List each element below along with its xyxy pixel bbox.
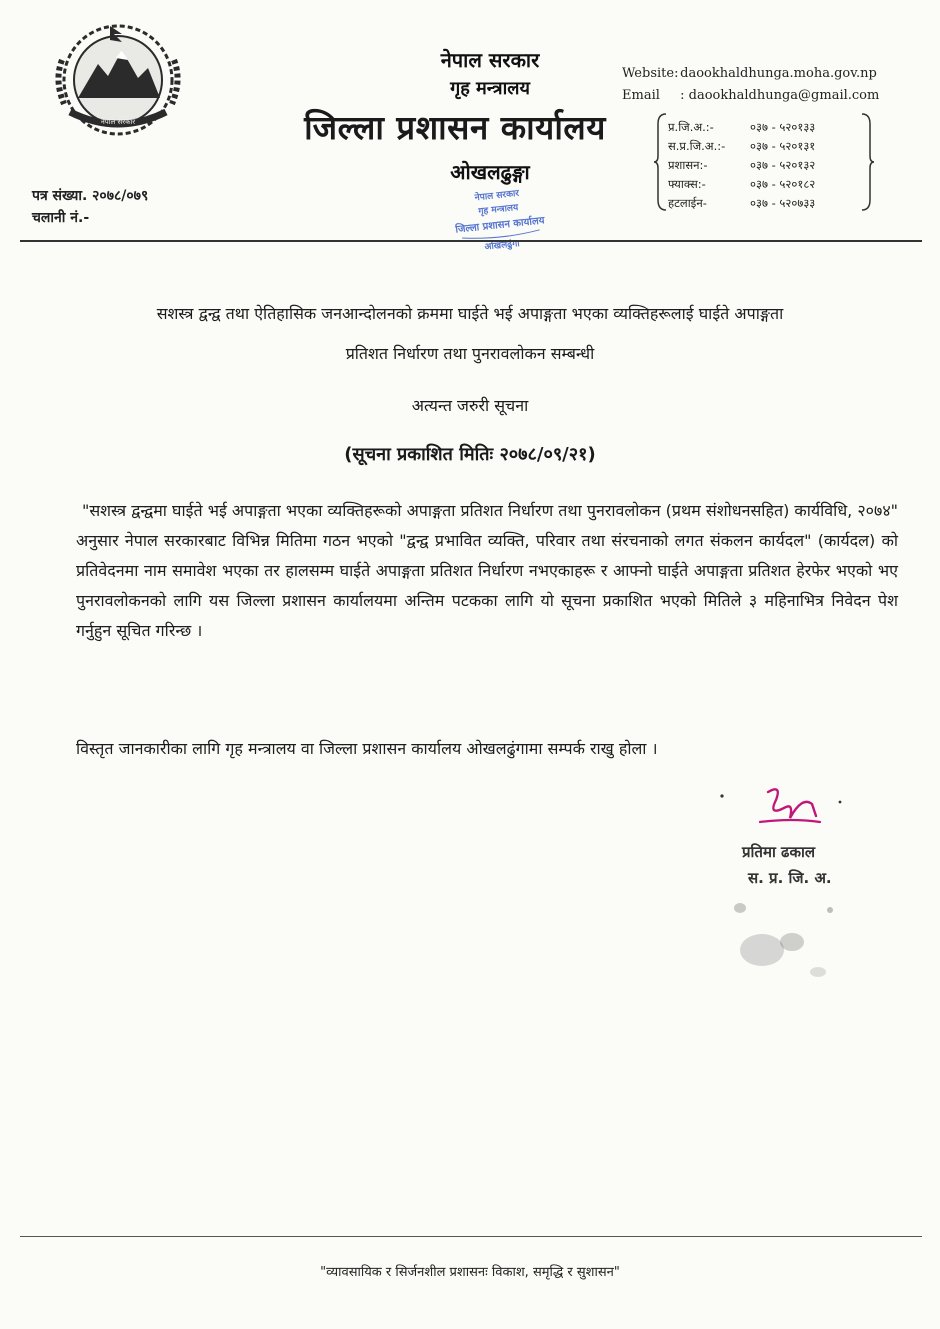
published-date: (सूचना प्रकाशित मितिः २०७८/०९/२१): [344, 444, 596, 465]
stamp-line-3: जिल्ला प्रशासन कार्यालय: [454, 215, 546, 236]
nepal-emblem-icon: [48, 20, 188, 140]
notice-body: "सशस्त्र द्वन्द्वमा घाईते भई अपाङ्गता भएका व्यक्तिहरूको अपाङ्गता प्रतिशत निर्धारण तथा पुनरावलोकन (प्रथम संशोधनसहित) कार्यविधि, २०७४" अनुसार नेपाल सरकारबाट विभिन्न मितिमा गठन भएको "द्वन्द्व प्रभावित व्यक्ति, परिवार तथा संरचनाको लगत संकलन कार्यदल" (कार्यदल) को प्रतिवेदनमा नाम समावेश भएका तर हालसम्म घाईते अपाङ्गता प्रतिशत निर्धारण नभएकाहरू र आफ्नो घाईते अपाङ्गता प्रतिशत हेरफेर भएको भए पुनरावलोकनको लागि यस जिल्ला प्रशासन कार्यालयमा अन्तिम पटकका लागि यो सूचना प्रकाशित भएको मितिले ३ महिनाभित्र निवेदन पेश गर्नुहुन सूचित गरिन्छ ।: [76, 501, 898, 640]
letter-number: पत्र संख्या. २०७८/०७९: [32, 188, 149, 204]
stamp-line-2: गृह मन्त्रालय: [477, 202, 519, 218]
website-line: [622, 66, 877, 81]
phone-label: प्रशासन:-: [668, 158, 708, 172]
email-line: [622, 88, 879, 103]
phone-number: ०३७ - ५२०१८२: [750, 177, 816, 191]
phone-label: फ्याक्स:-: [668, 177, 706, 191]
phone-number: ०३७ - ५२०१३३: [750, 120, 816, 134]
website-label: Website:: [622, 66, 679, 81]
notice-title: अत्यन्त जरुरी सूचना: [411, 396, 529, 415]
footer-motto: "व्यावसायिक र सिर्जनशील प्रशासनः विकाश, समृद्धि र सुशासन": [320, 1265, 620, 1280]
website-value: daookhaldhunga.moha.gov.np: [680, 66, 877, 81]
signer-designation: स. प्र. जि. अ.: [748, 869, 832, 887]
district-name: ओखलढुङ्गा: [450, 160, 530, 184]
phone-label: प्र.जि.अ.:-: [668, 120, 714, 134]
stamp-line-4: ओखलढुंगा: [484, 239, 521, 253]
notice-subject-line-2: प्रतिशत निर्धारण तथा पुनरावलोकन सम्बन्धी: [345, 344, 595, 363]
contact-note: विस्तृत जानकारीका लागि गृह मन्त्रालय वा जिल्ला प्रशासन कार्यालय ओखलढुंगामा सम्पर्क राखु होला ।: [76, 739, 658, 758]
office-name: जिल्ला प्रशासन कार्यालय: [304, 108, 606, 147]
government-name: नेपाल सरकार: [440, 48, 540, 72]
ink-smudge-icon: [700, 880, 850, 990]
header-divider: [20, 240, 922, 242]
phone-row: [668, 137, 868, 156]
emblem-ribbon-text: नेपाल सरकार: [100, 118, 136, 126]
dispatch-number: चलानी नं.-: [32, 210, 90, 226]
phone-list: [668, 118, 868, 213]
signature-icon: [712, 782, 862, 842]
notice-subject-line-1: सशस्त्र द्वन्द्व तथा ऐतिहासिक जनआन्दोलनको क्रममा घाईते भई अपाङ्गता भएका व्यक्तिहरूलाई घाईते अपाङ्गता: [156, 304, 784, 323]
email-value: : daookhaldhunga@gmail.com: [680, 88, 880, 103]
phone-row: [668, 156, 868, 175]
stamp-line-1: नेपाल सरकार: [474, 188, 520, 204]
phone-row: [668, 118, 868, 137]
phone-number: ०३७ - ५२०७३३: [750, 196, 816, 210]
phone-number: ०३७ - ५२०१३२: [750, 158, 816, 172]
phone-number: ०३७ - ५२०१३१: [750, 139, 816, 153]
phone-row: [668, 175, 868, 194]
phone-label: स.प्र.जि.अ.:-: [668, 139, 726, 153]
phone-label: हटलाईन-: [668, 196, 707, 210]
ministry-name: गृह मन्त्रालय: [450, 78, 530, 99]
office-stamp-icon: [440, 168, 558, 264]
email-label: Email: [622, 88, 660, 103]
phone-row: [668, 194, 868, 213]
signer-name: प्रतिमा ढकाल: [742, 843, 816, 861]
footer-divider: [20, 1236, 922, 1237]
